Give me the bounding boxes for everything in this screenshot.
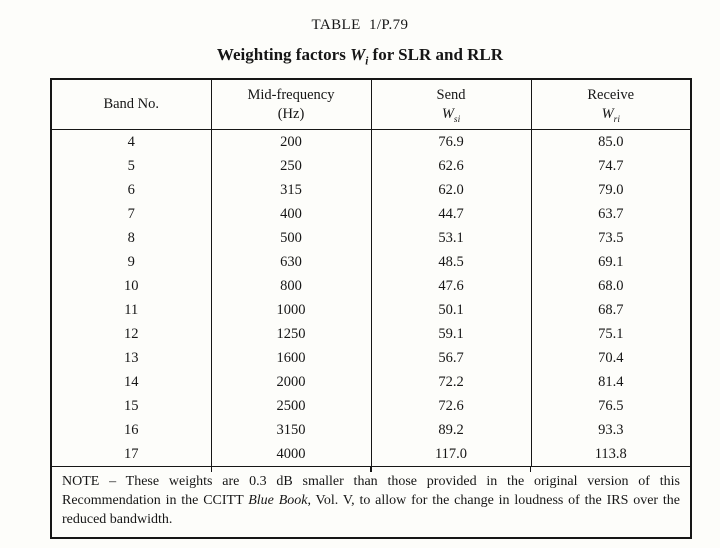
cell-receive-wri: 79.0: [531, 178, 691, 202]
table-row: [51, 322, 691, 346]
table-row: [51, 346, 691, 370]
cell-mid-frequency: 1250: [211, 322, 371, 346]
cell-receive-wri: 73.5: [531, 226, 691, 250]
table-subtitle: [0, 45, 720, 68]
cell-band-no: 16: [51, 418, 211, 442]
cell-receive-wri: 85.0: [531, 130, 691, 155]
cell-receive-wri: 113.8: [531, 442, 691, 467]
cell-send-wsi: 72.6: [371, 394, 531, 418]
cell-band-no: 6: [51, 178, 211, 202]
table-title: TABLE 1/P.79: [311, 17, 409, 33]
subtitle-text-post: for SLR and RLR: [368, 45, 504, 64]
cell-mid-frequency: 630: [211, 250, 371, 274]
cell-band-no: 8: [51, 226, 211, 250]
cell-send-wsi: 89.2: [371, 418, 531, 442]
cell-send-wsi: 50.1: [371, 298, 531, 322]
table-row: [51, 154, 691, 178]
table-row: [51, 250, 691, 274]
cell-receive-wri: 74.7: [531, 154, 691, 178]
table-row: [51, 274, 691, 298]
cell-mid-frequency: 800: [211, 274, 371, 298]
table-row: [51, 202, 691, 226]
cell-mid-frequency: 250: [211, 154, 371, 178]
cell-send-wsi: 62.0: [371, 178, 531, 202]
column-header-band-no: Band No.: [51, 79, 211, 130]
cell-band-no: 13: [51, 346, 211, 370]
table-row: [51, 418, 691, 442]
table-body: [51, 130, 691, 467]
cell-send-wsi: 76.9: [371, 130, 531, 155]
cell-band-no: 7: [51, 202, 211, 226]
table-row: [51, 298, 691, 322]
cell-mid-frequency: 1600: [211, 346, 371, 370]
cell-send-wsi: 72.2: [371, 370, 531, 394]
cell-mid-frequency: 500: [211, 226, 371, 250]
table-row: [51, 442, 691, 467]
cell-send-wsi: 59.1: [371, 322, 531, 346]
table-row: [51, 178, 691, 202]
cell-mid-frequency: 2000: [211, 370, 371, 394]
note-text-pre: NOTE – These weights are 0.3 dB smaller than those provided in the original version of this Recommendation in the CCITT: [62, 474, 680, 508]
cell-send-wsi: 48.5: [371, 250, 531, 274]
table-row: [51, 226, 691, 250]
cell-band-no: 17: [51, 442, 211, 467]
cell-band-no: 9: [51, 250, 211, 274]
cell-receive-wri: 76.5: [531, 394, 691, 418]
cell-receive-wri: 70.4: [531, 346, 691, 370]
column-header-mid-frequency: Mid-frequency (Hz): [211, 79, 371, 130]
cell-band-no: 11: [51, 298, 211, 322]
cell-receive-wri: 93.3: [531, 418, 691, 442]
border-tick: [530, 467, 532, 472]
cell-send-wsi: 47.6: [371, 274, 531, 298]
cell-mid-frequency: 400: [211, 202, 371, 226]
cell-receive-wri: 75.1: [531, 322, 691, 346]
table-row: [51, 394, 691, 418]
table-row: [51, 130, 691, 155]
cell-send-wsi: 117.0: [371, 442, 531, 467]
table-header-row: [51, 79, 691, 130]
border-tick: [211, 467, 213, 472]
border-tick: [370, 467, 372, 472]
column-header-send-wsi: Send $W_{si}$: [371, 79, 531, 130]
cell-send-wsi: 62.6: [371, 154, 531, 178]
cell-mid-frequency: 200: [211, 130, 371, 155]
cell-receive-wri: 81.4: [531, 370, 691, 394]
cell-band-no: 15: [51, 394, 211, 418]
note-text-post: , Vol. V, to allow for the change in loudness of the IRS over the reduced bandwidth.: [62, 492, 680, 527]
cell-send-wsi: 53.1: [371, 226, 531, 250]
cell-send-wsi: 44.7: [371, 202, 531, 226]
weighting-symbol: $W_i$: [350, 45, 369, 68]
cell-mid-frequency: 2500: [211, 394, 371, 418]
table-note-section: [51, 467, 691, 539]
cell-mid-frequency: 1000: [211, 298, 371, 322]
weighting-factors-table: [50, 78, 692, 539]
cell-mid-frequency: 3150: [211, 418, 371, 442]
cell-receive-wri: 63.7: [531, 202, 691, 226]
cell-receive-wri: 68.0: [531, 274, 691, 298]
cell-mid-frequency: 315: [211, 178, 371, 202]
cell-band-no: 14: [51, 370, 211, 394]
cell-band-no: 10: [51, 274, 211, 298]
cell-receive-wri: 68.7: [531, 298, 691, 322]
cell-receive-wri: 69.1: [531, 250, 691, 274]
note-cell: [51, 467, 691, 539]
table-row: [51, 370, 691, 394]
column-header-receive-wri: Receive $W_{ri}$: [531, 79, 691, 130]
cell-mid-frequency: 4000: [211, 442, 371, 467]
cell-band-no: 4: [51, 130, 211, 155]
cell-band-no: 12: [51, 322, 211, 346]
subtitle-text-pre: Weighting factors: [216, 45, 351, 64]
cell-send-wsi: 56.7: [371, 346, 531, 370]
note-text-italic: Blue Book: [248, 492, 308, 508]
cell-band-no: 5: [51, 154, 211, 178]
